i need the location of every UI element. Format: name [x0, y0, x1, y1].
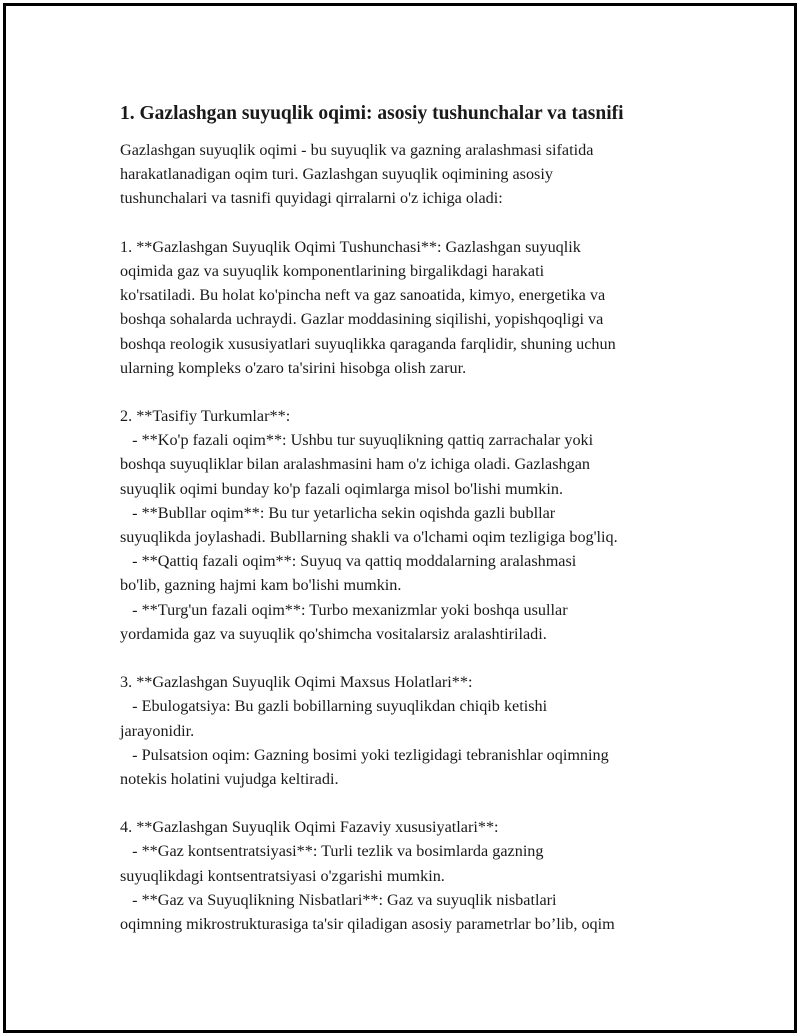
text-line: 4. **Gazlashgan Suyuqlik Oqimi Fazaviy xususiyatlari**: — [120, 818, 499, 837]
text-line: notekis holatini vujudga keltiradi. — [120, 769, 339, 788]
body-text — [120, 138, 700, 936]
blank-line — [120, 380, 700, 404]
text-line: Gazlashgan suyuqlik oqimi - bu suyuqlik va gazning aralashmasi sifatida — [120, 141, 594, 159]
text-line: - **Gaz kontsentratsiyasi**: Turli tezlik va bosimlarda gazning — [120, 842, 544, 861]
text-line: tushunchalari va tasnifi quyidagi qirralarni o'z ichiga oladi: — [120, 189, 503, 208]
page-frame — [3, 3, 797, 1033]
text-line: ko'rsatiladi. Bu holat ko'pincha neft va gaz sanoatida, kimyo, energetika va — [120, 286, 606, 305]
text-line: - **Bubllar oqim**: Bu tur yetarlicha sekin oqishda gazli bubllar — [120, 503, 556, 522]
text-line: - Ebulogatsiya: Bu gazli bobillarning suyuqlikdan chiqib ketishi — [120, 697, 548, 716]
text-line: oqimning mikrostrukturasiga ta'sir qiladigan asosiy parametrlar bo’lib, oqim — [120, 915, 615, 933]
text-line: boshqa reologik xususiyatlari suyuqlikka qaraganda farqlidir, shuning uchun — [120, 334, 616, 353]
blank-line — [120, 211, 700, 235]
text-line: oqimida gaz va suyuqlik komponentlarining birgalikdagi harakati — [120, 261, 545, 280]
text-line: suyuqlik oqimi bunday ko'p fazali oqimlarga misol bo'lishi mumkin. — [120, 479, 564, 498]
text-line: yordamida gaz va suyuqlik qo'shimcha vositalarsiz aralashtiriladi. — [120, 624, 547, 643]
document-body — [120, 102, 700, 936]
text-line: - **Gaz va Suyuqlikning Nisbatlari**: Gaz va suyuqlik nisbatlari — [120, 890, 557, 909]
text-line: suyuqlikda joylashadi. Bubllarning shakli va o'lchami oqim tezligiga bog'liq. — [120, 528, 618, 546]
text-line: 1. **Gazlashgan Suyuqlik Oqimi Tushunchasi**: Gazlashgan suyuqlik — [120, 237, 581, 256]
text-line: harakatlanadigan oqim turi. Gazlashgan suyuqlik oqimining asosiy — [120, 165, 553, 184]
text-line: ularning kompleks o'zaro ta'sirini hisobga olish zarur. — [120, 358, 467, 377]
blank-line — [120, 791, 700, 815]
text-line: boshqa sohalarda uchraydi. Gazlar moddasining siqilishi, yopishqoqligi va — [120, 310, 604, 329]
text-line: - **Ko'p fazali oqim**: Ushbu tur suyuqlikning qattiq zarrachalar yoki — [120, 431, 594, 450]
text-line: jarayonidir. — [120, 721, 195, 740]
text-line: bo'lib, gazning hajmi kam bo'lishi mumkin. — [120, 576, 402, 595]
text-line: - Pulsatsion oqim: Gazning bosimi yoki tezligidagi tebranishlar oqimning — [120, 745, 609, 764]
text-line: 3. **Gazlashgan Suyuqlik Oqimi Maxsus Holatlari**: — [120, 673, 473, 692]
text-line: - **Qattiq fazali oqim**: Suyuq va qattiq moddalarning aralashmasi — [120, 552, 577, 571]
text-line: - **Turg'un fazali oqim**: Turbo mexanizmlar yoki boshqa usullar — [120, 600, 568, 619]
text-line: 2. **Tasifiy Turkumlar**: — [120, 407, 291, 426]
section-title: 1. Gazlashgan suyuqlik oqimi: asosiy tushunchalar va tasnifi — [120, 103, 624, 124]
blank-line — [120, 646, 700, 670]
text-line: suyuqlikdagi kontsentratsiyasi o'zgarishi mumkin. — [120, 866, 445, 885]
text-line: boshqa suyuqliklar bilan aralashmasini ham o'z ichiga oladi. Gazlashgan — [120, 455, 590, 474]
